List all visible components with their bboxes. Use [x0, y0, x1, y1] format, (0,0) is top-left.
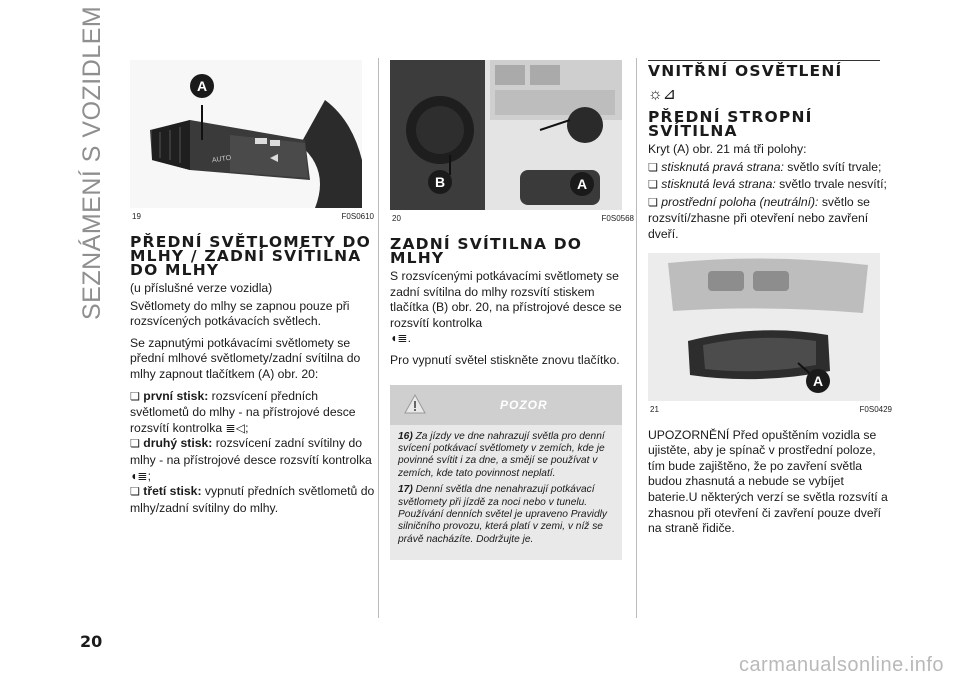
bullet-label: prostřední poloha (neutrální):: [661, 194, 819, 209]
watermark: carmanualsonline.info: [738, 654, 944, 676]
warning-note-16: [398, 431, 614, 481]
paragraph: Světlomety do mlhy se zapnou pouze při rozsvícených potkávacích světlech.: [130, 298, 350, 329]
bullet-end: ;: [147, 468, 151, 483]
note-number: 17): [398, 484, 413, 496]
figure-code: F0S0429: [859, 404, 892, 414]
top-rule-col3: [648, 60, 880, 61]
bullet-label: první stisk:: [143, 388, 209, 403]
figure-20-fog-buttons: [390, 60, 622, 210]
bullet-item: [648, 160, 894, 177]
note-text: Za jízdy ve dne nahrazují světla pro denní svícení potkávací světlomety v zemích, kde je povinné svítit i za dne, a smějí se používat v zemích, kde tato povinnost neplatí.: [398, 430, 605, 479]
bullet-item: [130, 436, 376, 484]
warning-body: [390, 425, 622, 561]
column-separator-1: [378, 58, 379, 618]
figure-19-light-lever: [130, 60, 362, 208]
bullet-text: světlo svítí trvale;: [783, 159, 882, 174]
bullet-text: vypnutí předních světlometů do mlhy/zadní svítilny do mlhy.: [130, 484, 375, 515]
paragraph: Se zapnutými potkávacími světlomety se přední mlhové světlomety/zadní svítilna do mlhy zapnout tlačítkem (A) obr. 20:: [130, 335, 361, 381]
bullet-text: světlo trvale nesvítí;: [775, 177, 887, 192]
note-number: 16): [398, 430, 413, 442]
section-heading: ZADNÍ SVÍTILNA DO MLHY: [390, 235, 583, 267]
column-3: [648, 64, 894, 543]
warning-box: [390, 385, 622, 561]
chapter-side-title-text: SEZNÁMENÍ S VOZIDLEM: [78, 5, 106, 320]
figure-caption: [650, 405, 892, 414]
bullet-item: [130, 484, 376, 516]
bullet-item: [648, 195, 894, 243]
interior-light-icon: ☼⊿: [648, 86, 677, 103]
lever-auto-label: AUTO: [211, 154, 232, 165]
bullet-label: stisknutá pravá strana:: [661, 159, 784, 174]
paragraph-text: S rozsvícenými potkávacími světlomety se zadní svítilna do mlhy rozsvítí stiskem tlačítka (B) obr. 20, na přístrojové desce se rozsvítí kontrolka: [390, 269, 622, 330]
figure-caption: [392, 214, 634, 223]
rear-fog-icon: ◖≣: [130, 468, 148, 483]
front-fog-icon: ≣◁: [225, 420, 246, 435]
figure-number: 21: [650, 404, 659, 414]
figure-code: F0S0568: [601, 214, 634, 223]
note-text: Denní světla dne nenahrazují potkávací světlomety při jízdě za noci nebo v tunelu. Používání denních světel je upraveno Pravidly silničního provozu, která platí v zemi, v níž se právě nacházíte. Dodržujte je.: [398, 484, 607, 545]
callout-a: A: [806, 369, 830, 393]
callout-a: A: [570, 172, 594, 196]
light-lever-illustration: [130, 60, 362, 208]
bullet-text: světlo se rozsvítí/zhasne při otevření nebo zavření dveří.: [648, 194, 870, 241]
paragraph: Kryt (A) obr. 21 má tři polohy:: [648, 142, 807, 156]
paragraph-end: .: [407, 331, 411, 346]
callout-a: A: [190, 74, 214, 98]
figure-number: 19: [132, 212, 141, 221]
subsection-heading: PŘEDNÍ STROPNÍ SVÍTILNA: [648, 108, 813, 140]
figure-caption: [132, 212, 374, 221]
column-separator-2: [636, 58, 637, 618]
section-heading: VNITŘNÍ OSVĚTLENÍ: [648, 62, 843, 80]
column-2: [390, 60, 636, 560]
warning-header: [390, 385, 622, 425]
column-1: [130, 60, 376, 522]
section-heading: PŘEDNÍ SVĚTLOMETY DO MLHY / ZADNÍ SVÍTILNA DO MLHY: [130, 233, 371, 279]
rear-fog-icon: ◖≣: [390, 331, 408, 346]
bullet-text: rozsvícení předních světlometů do mlhy - na přístrojové desce rozsvítí kontrolka: [130, 388, 356, 435]
page-number: 20: [80, 632, 103, 651]
figure-number: 20: [392, 214, 401, 223]
bullet-item: [130, 389, 376, 437]
figure-21-ceiling-light: [648, 253, 880, 401]
warning-triangle-icon: [404, 393, 426, 415]
figure-code: F0S0610: [341, 212, 374, 221]
paragraph: (u příslušné verze vozidla): [130, 281, 273, 295]
warning-title: POZOR: [500, 397, 548, 412]
bullet-item: [648, 177, 894, 194]
bullet-label: třetí stisk:: [143, 484, 202, 499]
paragraph: Pro vypnutí světel stiskněte znovu tlačítko.: [390, 352, 620, 367]
chapter-side-title: [78, 5, 118, 320]
paragraph: [390, 269, 636, 347]
bullet-end: ;: [245, 420, 249, 435]
bullet-text: rozsvícení zadní svítilny do mlhy - na přístrojové desce rozsvítí kontrolka: [130, 436, 372, 467]
bullet-label: stisknutá levá strana:: [661, 177, 776, 192]
paragraph: UPOZORNĚNÍ Před opuštěním vozidla se ujistěte, aby je spínač v prostřední poloze, tím bude zajištěno, že po zavření světla budou zhasnutá a nebude se vybíjet baterie.U některých verzí se světla rozsvítí a zhasnou při otevření či zavření pouze dveří na straně řidiče.: [648, 427, 888, 536]
bullet-label: druhý stisk:: [143, 436, 213, 451]
callout-b: B: [428, 170, 452, 194]
ceiling-light-illustration: [648, 253, 880, 401]
warning-note-17: [398, 484, 614, 546]
